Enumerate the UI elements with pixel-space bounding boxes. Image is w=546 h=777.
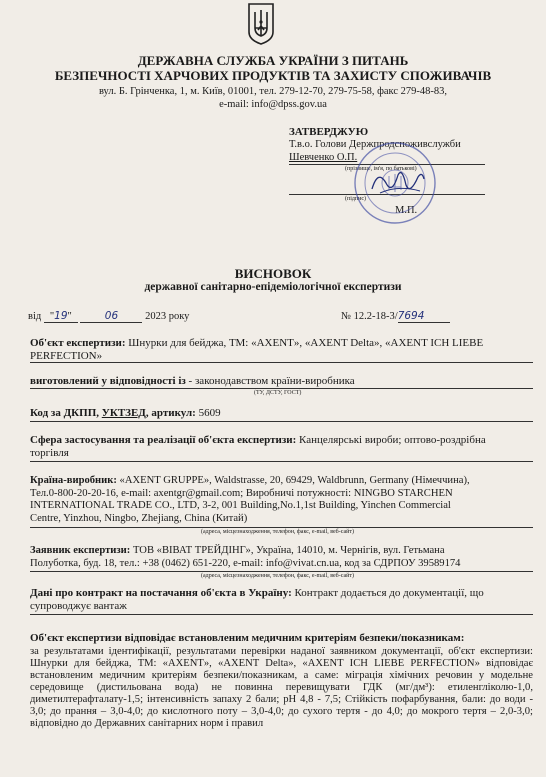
org-address: вул. Б. Грінченка, 1, м. Київ, 01001, тел. 279-12-70, 279-75-58, факс 279-48-83, [98, 86, 448, 97]
country-section [30, 475, 533, 525]
caption-sign: (підпис) [345, 196, 367, 202]
applicant-label: Заявник експертизи: [30, 545, 131, 556]
applicant-section [30, 545, 533, 570]
doc-number-prefix: № 12.2-18-3/ [341, 311, 398, 322]
trident-emblem-icon [246, 2, 276, 46]
doc-subtitle: державної санітарно-епідеміологічної експертизи [144, 281, 402, 293]
contract-value-2: супроводжує вантаж [30, 599, 127, 612]
approval-name: Шевченко О.П. [289, 152, 358, 163]
manufactured-caption: (ТУ, ДСТУ, ГОСТ) [254, 390, 302, 396]
object-label: Об'єкт експертизи: [30, 337, 126, 349]
org-name-line1: ДЕРЖАВНА СЛУЖБА УКРАЇНИ З ПИТАНЬ [137, 53, 409, 68]
conformity-label: Об'єкт експертизи відповідає встановленим медичним критеріям безпеки/показникам: [30, 632, 465, 644]
approval-position: Т.в.о. Голови Держпродспоживслужби [289, 139, 461, 150]
date-year: 2023 року [145, 311, 190, 322]
approval-title: ЗАТВЕРДЖУЮ [289, 126, 369, 138]
date-day: 19 [54, 310, 68, 322]
manufactured-value: - законодавством країни-виробника [185, 375, 355, 387]
date-line: від "19" 06 2023 року [28, 310, 190, 322]
conformity-text: за результатами ідентифікації, результатами перевірки наданої заявником документації, об'єкт експертизи: Шнурки для бейджа, ТМ: «AXENT», «AXENT Delta», «AXENT ICH LIEBE PERFECTION» відповідає встановленим медичним критеріям безпеки/показникам, а саме: міграція хімічних речовин у модельне середовище (дистильована вода) не повинна перевищувати ГДК (мг/дм³): етиленгліколю-1,0, диметилтерафталату-1,5; інтенсивність запаху 2 бали; pH 4,8 - 7,5; Стійкість пофарбування, бали: до води - 3,0; до прання – 3,0-4,0; до кислотного поту – 3,0-4,0; до сухого тертя - до 4,0; до мокрого тертя – 2,0-3,0; відповідно до Державних санітарних норм і правил [30, 645, 533, 729]
sphere-value-2: торгівля [30, 446, 69, 459]
date-prefix: від [28, 311, 42, 322]
mp-label: М.П. [395, 205, 418, 216]
conformity-section [30, 632, 533, 730]
code-label-2: УКТЗЕД [101, 407, 146, 419]
doc-number [341, 310, 450, 323]
applicant-value-1: ТОВ «ВІВАТ ТРЕЙДІНГ», Україна, 14010, м. Чернігів, вул. Гетьмана [130, 545, 445, 556]
manufactured-section [30, 375, 533, 388]
object-section [30, 337, 533, 362]
manufactured-label: виготовлений у відповідності із [30, 375, 186, 387]
contract-label: Дані про контракт на постачання об'єкта в Україну: [30, 587, 292, 599]
sphere-value-1: Канцелярські вироби; оптово-роздрібна [296, 434, 486, 446]
doc-number-hand: 7694 [398, 310, 450, 323]
object-value-1: Шнурки для бейджа, ТМ: «AXENT», «AXENT Delta», «AXENT ICH LIEBE [125, 337, 484, 349]
date-month: 06 [80, 310, 142, 323]
handwritten-signature-icon [368, 165, 428, 199]
org-email: e-mail: info@dpss.gov.ua [219, 99, 327, 110]
code-section [30, 407, 533, 420]
code-label: Код за ДКПП, [30, 407, 100, 419]
country-value-1: «AXENT GRUPPE», Waldstrasse, 20, 69429, Waldbrunn, Germany (Німеччина), [116, 475, 470, 486]
country-value-4: Centre, Yinzhou, Ningbo, Zhejiang, China (Китай) [30, 512, 248, 524]
code-label-3: , артикул: [145, 407, 196, 419]
code-value: 5609 [195, 407, 221, 419]
sphere-label: Сфера застосування та реалізації об'єкта експертизи: [30, 434, 297, 446]
contract-value-1: Контракт додається до документації, що [291, 587, 484, 599]
country-value-2: Тел.0-800-20-20-16, e-mail: axentgr@gmail.com; Виробничі потужності: NINGBO STARCHEN [30, 487, 453, 499]
sphere-section [30, 434, 533, 459]
country-value-3: INTERNATIONAL TRADE CO., LTD, 3-2, 001 Building,No.1,1st Building, Yinchen Commercial [30, 500, 451, 511]
contract-section [30, 587, 533, 612]
applicant-value-2: Полуботка, буд. 18, тел.: +38 (0462) 651-220, e-mail: info@vivat.cn.ua, код за СДРПОУ 39589174 [30, 557, 461, 569]
object-value-2: PERFECTION» [30, 349, 103, 362]
org-name-line2: БЕЗПЕЧНОСТІ ХАРЧОВИХ ПРОДУКТІВ ТА ЗАХИСТУ СПОЖИВАЧІВ [54, 68, 492, 83]
doc-title: ВИСНОВОК [234, 266, 312, 281]
applicant-caption: (адреса, місцезнаходження, телефон, факс, e-mail, веб-сайт) [201, 573, 354, 579]
country-caption: (адреса, місцезнаходження, телефон, факс, e-mail, веб-сайт) [201, 529, 354, 535]
country-label: Країна-виробник: [30, 475, 117, 486]
caption-name: (прізвище, ім'я, по батькові) [345, 166, 417, 172]
